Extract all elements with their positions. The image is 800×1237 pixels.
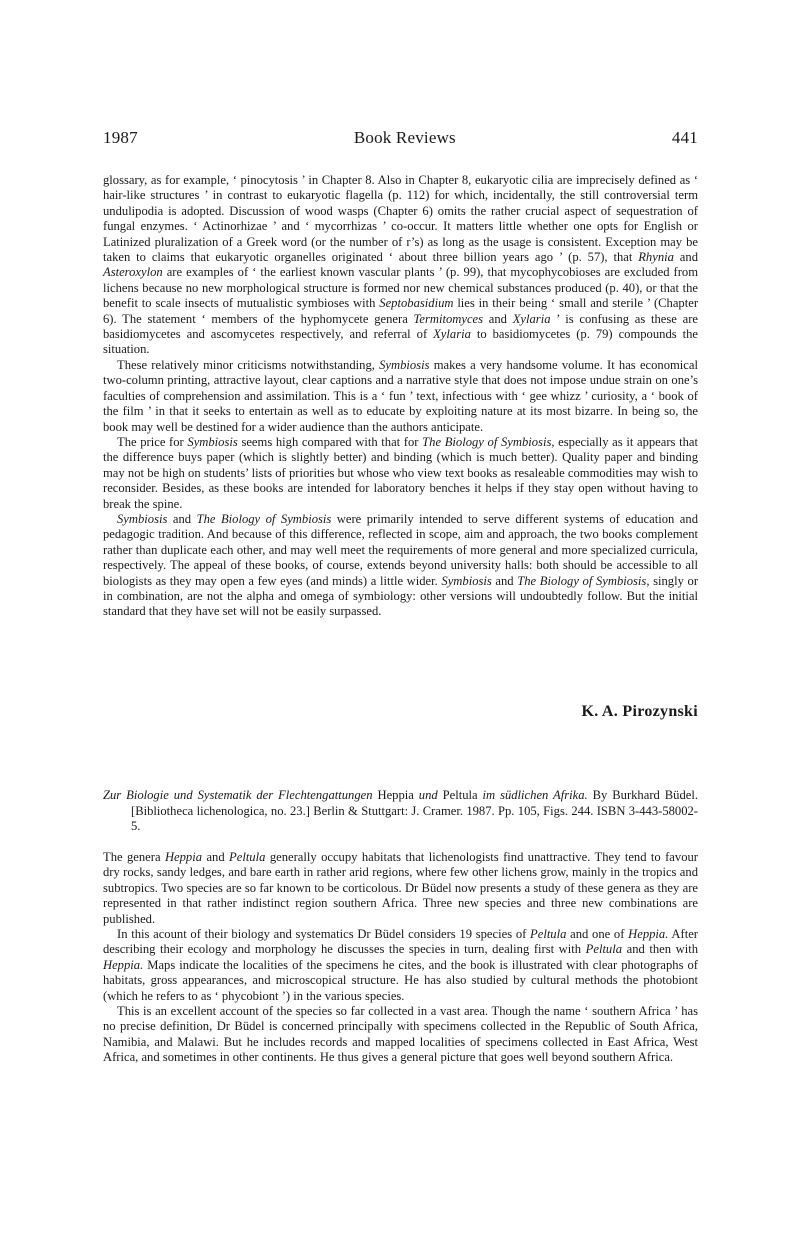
italic-run: The Biology of Symbiosis,: [517, 573, 650, 588]
italic-run: Zur Biologie und Systematik der Flechtengattungen: [103, 788, 373, 802]
italic-run: Peltula: [229, 850, 266, 864]
book-citation: Zur Biologie und Systematik der Flechtengattungen Heppia und Peltula im südlichen Afrika. By Burkhard Büdel. [Bibliotheca lichenologica, no. 23.] Berlin & Stuttgart: J. Cramer. 1987. Pp. 105, Figs. 244. ISBN 3-443-58002-5.: [103, 788, 698, 834]
italic-run: und: [418, 788, 438, 802]
italic-run: Symbiosis: [441, 573, 492, 588]
italic-run: The Biology of Symbiosis,: [422, 434, 555, 449]
running-head: [103, 128, 698, 148]
review-paragraph: In this acount of their biology and systematics Dr Büdel considers 19 species of Peltula and one of Heppia. After describing their ecology and morphology he discusses the species in turn, dealing first with Peltula and then with Heppia. Maps indicate the localities of the specimens he cites, and the book is illustrated with clear photographs of habitats, gross appearances, and microscopical structure. He has also studied by cultural methods the photobiont (which he refers to as ‘ phycobiont ’) in the various species.: [103, 927, 699, 1003]
review-paragraph: The genera Heppia and Peltula generally occupy habitats that lichenologists find unattractive. They tend to favour dry rocks, sandy ledges, and bare earth in rather arid regions, where few other lichens grow, mainly in the tropics and subtropics. Two species are so far known to be corticolous. Dr Büdel now presents a study of these genera as they are represented in that rather indistinct region southern Africa. Three new species and three new combinations are published.: [103, 850, 698, 926]
italic-run: Xylaria: [433, 327, 471, 342]
italic-run: Heppia: [164, 850, 203, 864]
italic-run: Heppia.: [103, 957, 144, 972]
review-paragraph: glossary, as for example, ‘ pinocytosis ’ in Chapter 8. Also in Chapter 8, eukaryotic cilia are imprecisely defined as ‘ hair-like structures ’ in contrast to eukaryotic flagella (p. 112) for which, incidentally, the still controversial term undulipodia is adopted. Discussion of wood wasps (Chapter 6) omits the rather crucial aspect of sequestration of fungal enzymes. ‘ Actinorhizae ’ and ‘ mycorrhizas ’ co-occur. It matters little whether one opts for English or Latinized pluralization of a Greek word (or the number of r’s) as long as the usage is consistent. Exception may be taken to claims that eukaryotic organelles originated ‘ about three billion years ago ’ (p. 57), that Rhynia and Asteroxylon are examples of ‘ the earliest known vascular plants ’ (p. 99), that mycophycobioses are excluded from lichens because no new morphological structure is formed nor new chemical substances produced (p. 40), or that the benefit to scale insects of mutualistic symbioses with Septobasidium lies in their being ‘ small and sterile ’ (Chapter 6). The statement ‘ members of the hyphomycete genera Termitomyces and Xylaria ’ is confusing as these are basidiomycetes and ascomycetes respectively, and referral of Xylaria to basidiomycetes (p. 79) compounds the situation.: [103, 173, 699, 357]
review-paragraph: This is an excellent account of the species so far collected in a vast area. Though the name ‘ southern Africa ’ has no precise definition, Dr Büdel is concerned principally with specimens collected in the Republic of South Africa, Namibia, and Malawi. But he includes records and mapped localities of specimens collected in East Africa, West Africa, and sometimes in other continents. He thus gives a general picture that goes well beyond southern Africa.: [103, 1004, 698, 1065]
italic-run: The Biology of Symbiosis: [196, 511, 332, 526]
italic-run: Peltula: [530, 927, 567, 942]
italic-run: Asteroxylon: [103, 265, 163, 280]
reviewer-signature: K. A. Pirozynski: [581, 703, 698, 720]
italic-run: Peltula: [585, 942, 623, 957]
section-title: Book Reviews: [353, 128, 456, 147]
review-continuation: [103, 173, 698, 620]
page-number: 441: [671, 128, 698, 147]
italic-run: Heppia.: [628, 927, 669, 942]
italic-run: Xylaria: [512, 311, 551, 326]
review-paragraph: Symbiosis and The Biology of Symbiosis were primarily intended to serve different systems of education and pedagogic tradition. And because of this difference, reflected in scope, aim and approach, the two books complement rather than duplicate each other, and may well meet the requirements of more general and more specialized curricula, respectively. The appeal of these books, of course, extends beyond university halls: both should be accessible to all biologists as they may open a few eyes (and minds) a little wider. Symbiosis and The Biology of Symbiosis, singly or in combination, are not the alpha and omega of symbiology: other versions will undoubtedly follow. But the initial standard that they have set will not be easily surpassed.: [103, 511, 699, 619]
italic-run: Symbiosis: [379, 357, 430, 372]
italic-run: Septobasidium: [379, 296, 454, 311]
italic-run: im südlichen Afrika.: [482, 788, 588, 802]
italic-run: Symbiosis: [187, 434, 238, 449]
italic-run: Rhynia: [638, 250, 674, 265]
journal-year: 1987: [103, 128, 138, 147]
second-review: [103, 850, 698, 1066]
review-paragraph: These relatively minor criticisms notwithstanding, Symbiosis makes a very handsome volume. It has economical two-column printing, attractive layout, clear captions and a narrative style that does not impose undue strain on one’s faculties of comprehension and assimilation. This is a ‘ fun ’ text, infectious with ‘ gee whizz ’ curiosity, a ‘ book of the film ’ in that it seeks to entertain as well as to educate by exploiting nature at its most bizarre. In being so, the book may well be destined for a wider audience than the authors anticipate.: [103, 357, 698, 434]
italic-run: Termitomyces: [413, 311, 484, 326]
italic-run: Symbiosis: [117, 511, 168, 526]
review-paragraph: The price for Symbiosis seems high compared with that for The Biology of Symbiosis, especially as it appears that the difference buys paper (which is slightly better) and binding (which is much better). Quality paper and binding may not be high on students’ lists of priorities but whose who view text books as resaleable commodities may wish to reconsider. Besides, as these books are intended for laboratory benches it helps if they stay open without having to break the spine.: [103, 434, 698, 511]
